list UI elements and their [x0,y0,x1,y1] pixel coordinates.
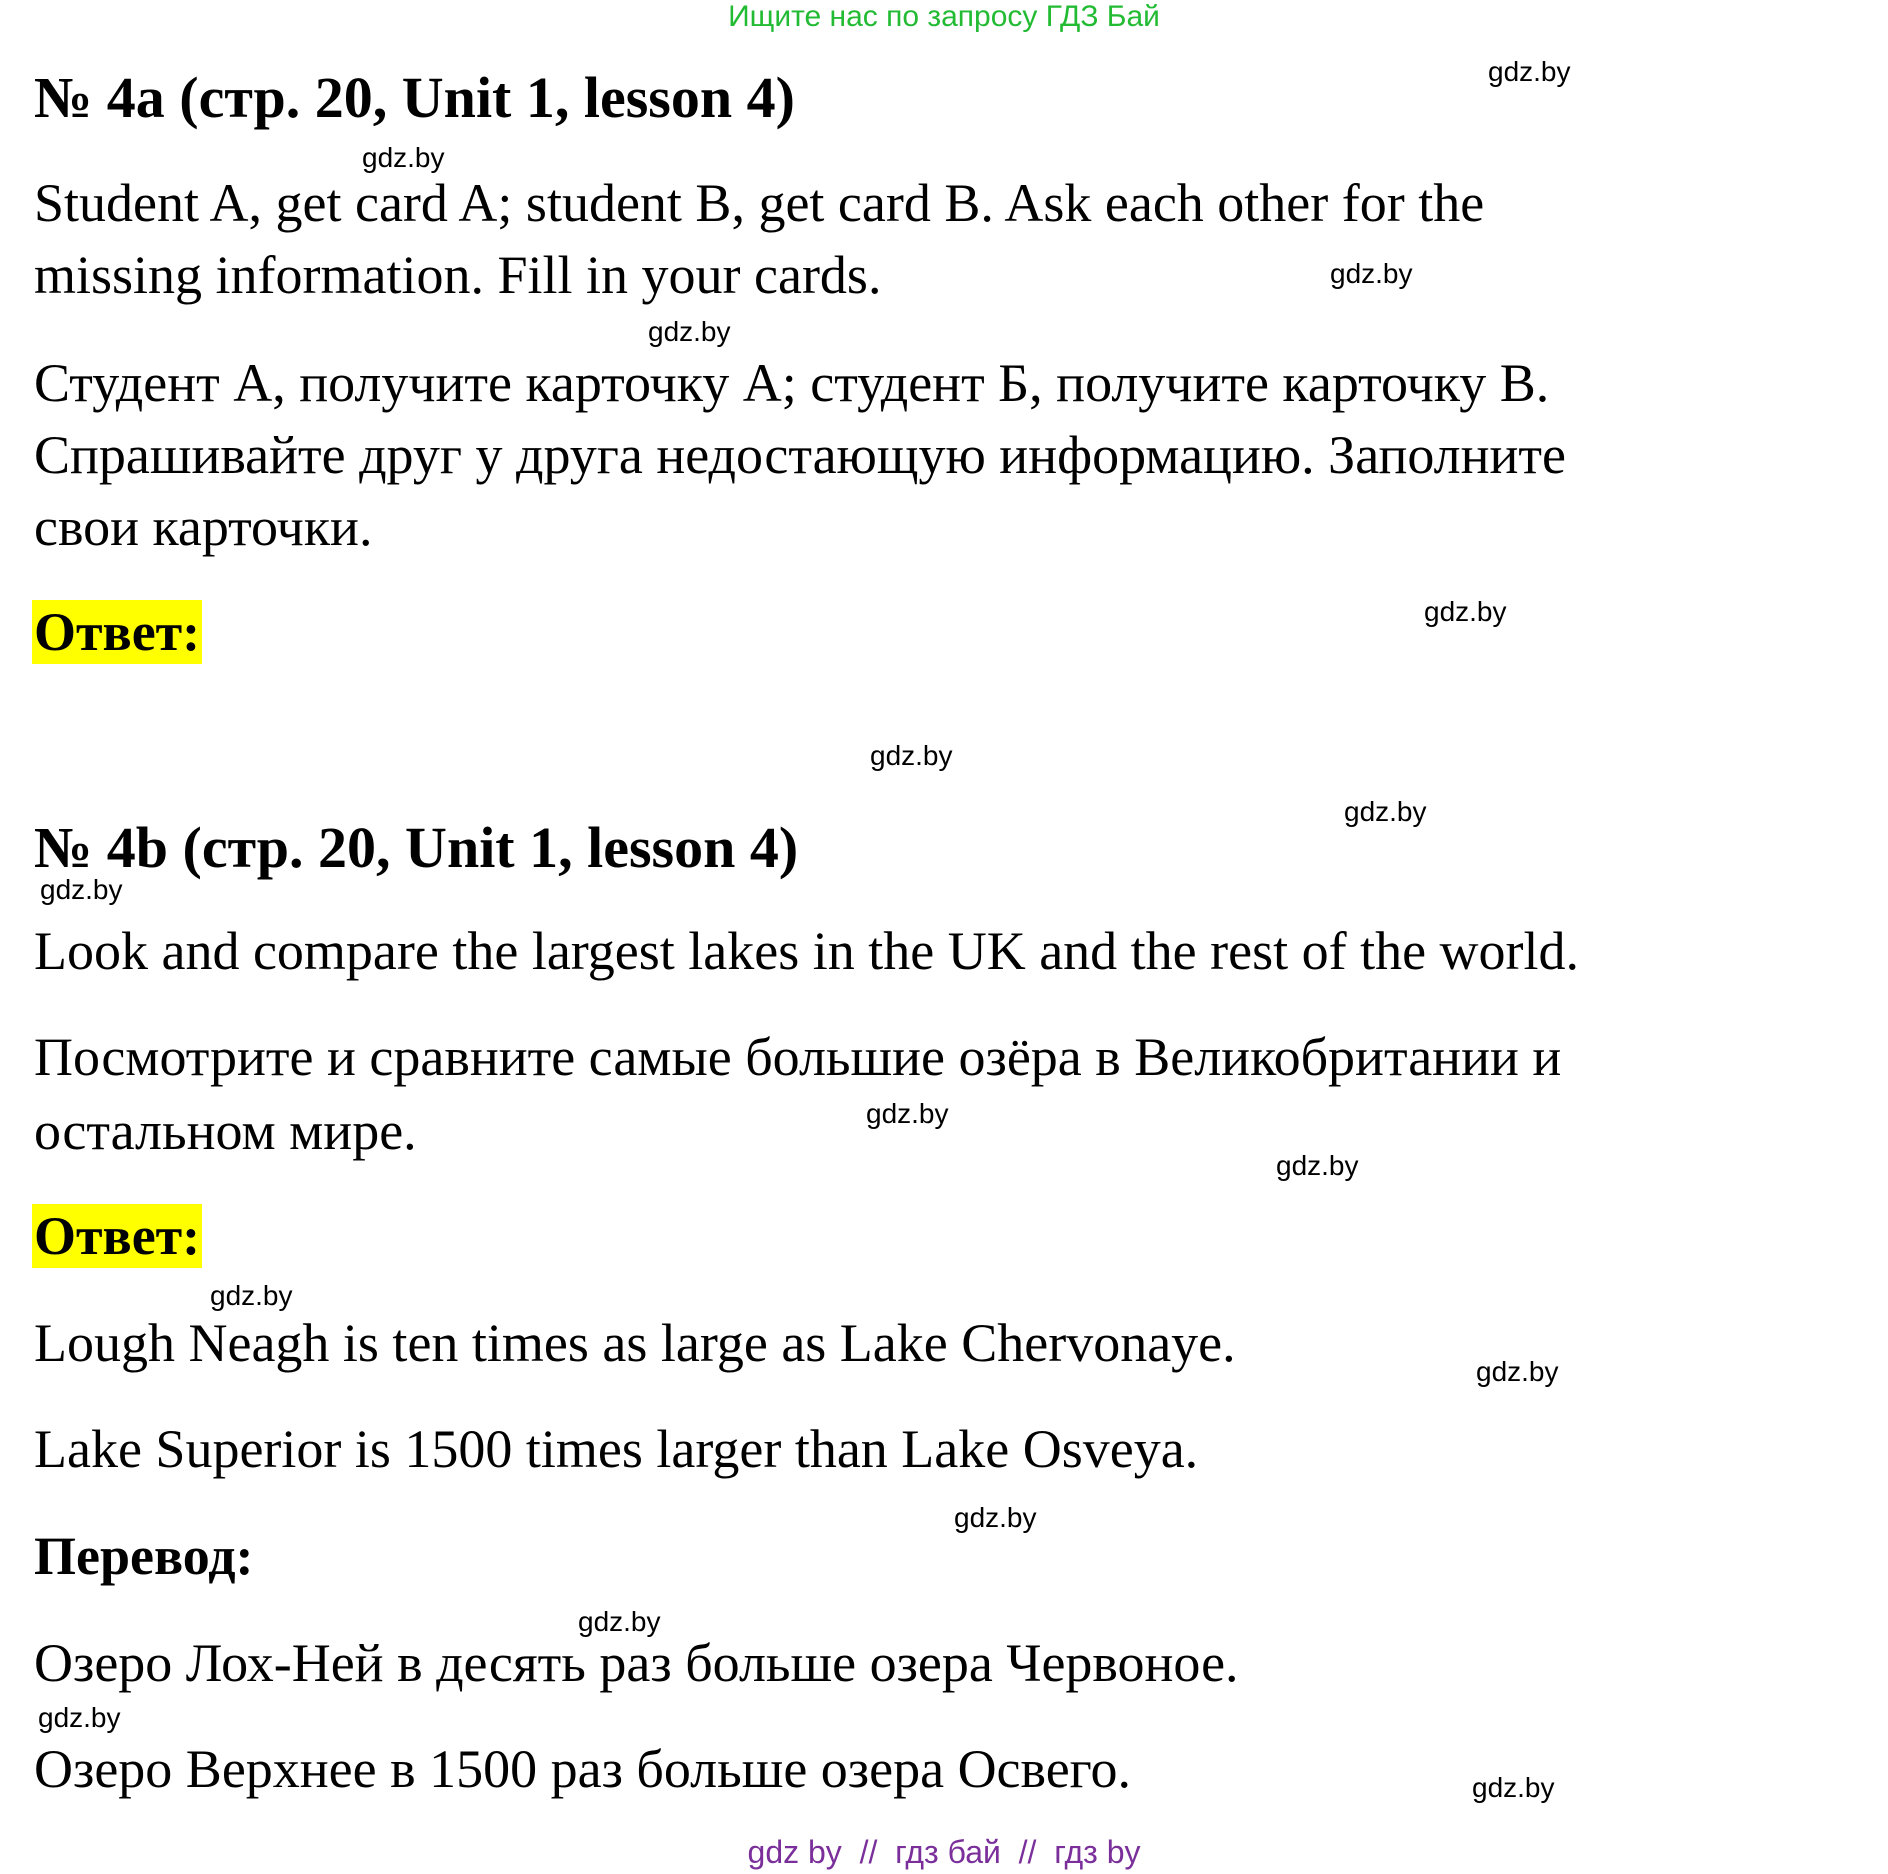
watermark: gdz.by [1488,56,1571,87]
task-4b-translation-line2: Озеро Верхнее в 1500 раз больше озера Освего. [34,1739,1131,1799]
task-4b-heading: № 4b (стр. 20, Unit 1, lesson 4) [34,815,799,880]
task-4a-heading: № 4a (стр. 20, Unit 1, lesson 4) [34,65,795,130]
watermark: gdz.by [648,316,731,347]
task-4b-answer-label: Ответ: [34,1206,201,1266]
footer-links: gdz by // гдз бай // гдз by [747,1834,1141,1870]
task-4b-instruction-en: Look and compare the largest lakes in the UK and the rest of the world. [34,921,1580,981]
watermark: gdz.by [1330,258,1413,289]
task-4b-translation-label: Перевод: [34,1526,254,1586]
task-4b-answer-line2: Lake Superior is 1500 times larger than Lake Osveya. [34,1419,1199,1479]
watermark: gdz.by [1476,1356,1559,1387]
task-4b-instruction-ru-line1: Посмотрите и сравните самые большие озёра в Великобритании и [34,1027,1562,1087]
watermark: gdz.by [1344,796,1427,827]
task-4b-translation-line1: Озеро Лох-Ней в десять раз больше озера Червоное. [34,1633,1239,1693]
watermark: gdz.by [1472,1772,1555,1803]
task-4a-instruction-ru-line1: Студент А, получите карточку А; студент Б, получите карточку В. [34,353,1550,413]
task-4a-instruction-ru-line2: Спрашивайте друг у друга недостающую информацию. Заполните [34,425,1566,485]
watermark: gdz.by [1424,596,1507,627]
task-4a-instruction-en-line1: Student A, get card A; student B, get card B. Ask each other for the [34,173,1485,233]
watermark: gdz.by [210,1280,293,1311]
top-banner: Ищите нас по запросу ГДЗ Бай [728,0,1160,33]
task-4a-instruction-en-line2: missing information. Fill in your cards. [34,245,882,305]
task-4b-answer-line1: Lough Neagh is ten times as large as Lake Chervonaye. [34,1313,1236,1373]
watermark: gdz.by [38,1702,121,1733]
watermark: gdz.by [954,1502,1037,1533]
watermark: gdz.by [866,1098,949,1129]
watermark: gdz.by [870,740,953,771]
watermark: gdz.by [578,1606,661,1637]
task-4b-instruction-ru-line2: остальном мире. [34,1101,417,1161]
task-4a-answer-label: Ответ: [34,602,201,662]
watermark: gdz.by [1276,1150,1359,1181]
task-4a-instruction-ru-line3: свои карточки. [34,497,373,557]
watermark: gdz.by [40,874,123,905]
watermark: gdz.by [362,142,445,173]
